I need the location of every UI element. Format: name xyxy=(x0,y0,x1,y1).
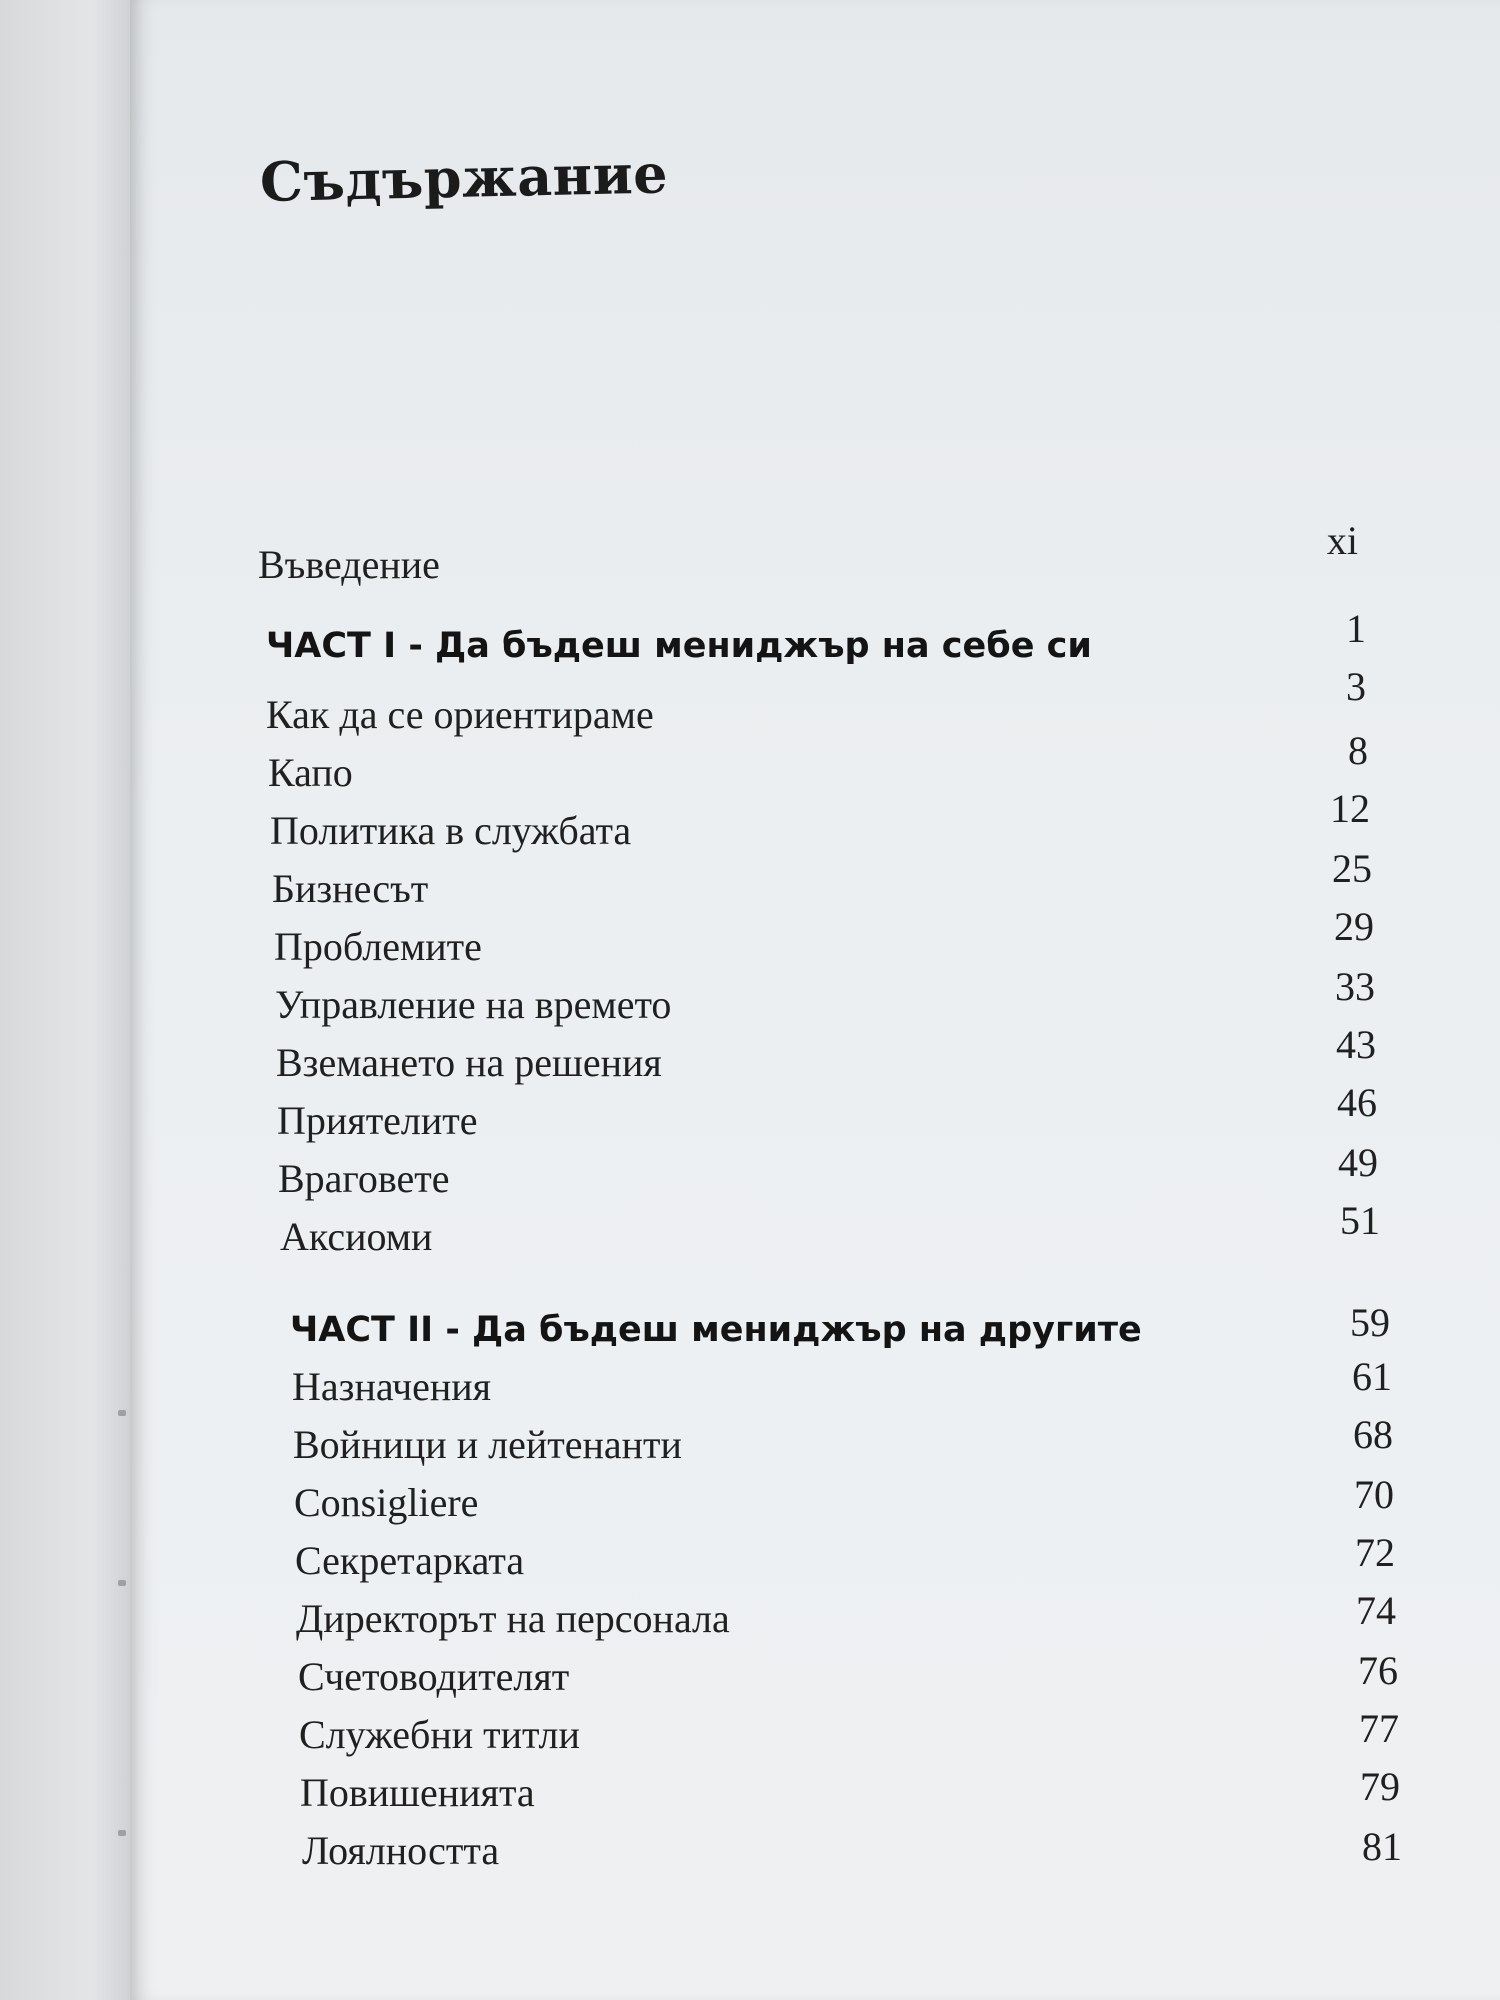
toc-part-heading[interactable] xyxy=(266,606,1366,666)
toc-entry-title: Враговете xyxy=(278,1156,450,1201)
toc-entry-title: Приятелите xyxy=(277,1098,478,1143)
toc-entry[interactable] xyxy=(274,904,1374,970)
toc-entry-title: Назначения xyxy=(292,1364,492,1409)
toc-entry-title: Проблемите xyxy=(274,924,482,969)
toc-entry-page: 51 xyxy=(1340,1198,1380,1243)
toc-entry-page: 3 xyxy=(1346,664,1366,709)
toc-entry-page: 74 xyxy=(1356,1588,1396,1633)
toc-entry-page: 79 xyxy=(1360,1764,1400,1809)
toc-entry-page: 1 xyxy=(1346,606,1366,651)
toc-entry-title: Директорът на персонала xyxy=(296,1596,730,1641)
toc-entry-page: 59 xyxy=(1350,1300,1390,1345)
binding-mark xyxy=(118,1580,126,1586)
toc-entry-title: Лоялността xyxy=(302,1828,500,1873)
toc-entry[interactable] xyxy=(270,786,1370,854)
toc-entry[interactable] xyxy=(292,1354,1392,1410)
toc-part-heading[interactable] xyxy=(290,1300,1390,1350)
toc-entry-page: 8 xyxy=(1348,728,1368,773)
toc-entry[interactable] xyxy=(299,1708,1399,1758)
toc-entry-page: 81 xyxy=(1362,1824,1402,1869)
page-title: Съдържание xyxy=(259,141,669,214)
table-of-contents xyxy=(258,0,1402,2000)
toc-entry-title: Аксиоми xyxy=(280,1214,433,1259)
toc-entry-page: 70 xyxy=(1354,1472,1394,1517)
toc-entry-title: Управление на времето xyxy=(275,982,672,1027)
toc-entry-page: 72 xyxy=(1355,1530,1395,1575)
toc-entry-page: 77 xyxy=(1359,1706,1399,1751)
toc-entry[interactable] xyxy=(298,1650,1398,1700)
toc-entry-page: 46 xyxy=(1337,1080,1377,1125)
toc-entry-page: 43 xyxy=(1336,1022,1376,1067)
toc-entry-page: 76 xyxy=(1358,1648,1398,1693)
toc-entry[interactable] xyxy=(295,1530,1395,1584)
binding-mark xyxy=(118,1410,126,1416)
page-gutter xyxy=(0,0,130,2000)
toc-entry[interactable] xyxy=(266,664,1366,738)
toc-entry[interactable] xyxy=(280,1198,1380,1260)
toc-entry-page: 33 xyxy=(1335,964,1375,1009)
toc-entry-title: Вземането на решения xyxy=(276,1040,662,1085)
toc-entry-page: 12 xyxy=(1330,786,1370,831)
toc-entry-page: 68 xyxy=(1353,1412,1393,1457)
toc-entry-title: ЧАСТ I - Да бъдеш мениджър на себе си xyxy=(266,626,1092,666)
toc-entry[interactable] xyxy=(300,1766,1400,1816)
toc-entry-page: 29 xyxy=(1334,904,1374,949)
toc-entry[interactable] xyxy=(302,1824,1402,1874)
toc-entry-title: Секретарката xyxy=(295,1538,525,1583)
toc-entry[interactable] xyxy=(293,1412,1393,1468)
toc-entry[interactable] xyxy=(277,1080,1377,1144)
toc-entry[interactable] xyxy=(272,846,1372,912)
toc-entry[interactable] xyxy=(296,1588,1396,1642)
toc-entry-title: Войници и лейтенанти xyxy=(293,1422,682,1467)
binding-mark xyxy=(118,1830,126,1836)
toc-entry[interactable] xyxy=(278,1140,1378,1202)
toc-entry[interactable] xyxy=(258,518,1358,588)
toc-entry[interactable] xyxy=(294,1472,1394,1526)
toc-entry-page: 61 xyxy=(1352,1354,1392,1399)
toc-entry-title: Капо xyxy=(268,750,353,795)
toc-entry[interactable] xyxy=(268,728,1368,796)
toc-entry-page: 49 xyxy=(1338,1140,1378,1185)
toc-entry[interactable] xyxy=(276,1022,1376,1086)
toc-entry-title: ЧАСТ II - Да бъдеш мениджър на другите xyxy=(290,1310,1142,1350)
toc-entry-page: xi xyxy=(1326,518,1358,563)
toc-entry-page: 25 xyxy=(1332,846,1372,891)
toc-entry-title: Как да се ориентираме xyxy=(266,692,654,737)
toc-entry-title: Счетоводителят xyxy=(298,1654,570,1699)
toc-entry[interactable] xyxy=(275,964,1375,1028)
toc-entry-title: Служебни титли xyxy=(299,1712,580,1757)
toc-entry-title: Въведение xyxy=(258,542,440,587)
toc-entry-title: Consigliere xyxy=(294,1480,479,1525)
toc-entry-title: Политика в службата xyxy=(270,808,632,853)
toc-entry-title: Бизнесът xyxy=(272,866,429,911)
toc-entry-title: Повишенията xyxy=(300,1770,535,1815)
